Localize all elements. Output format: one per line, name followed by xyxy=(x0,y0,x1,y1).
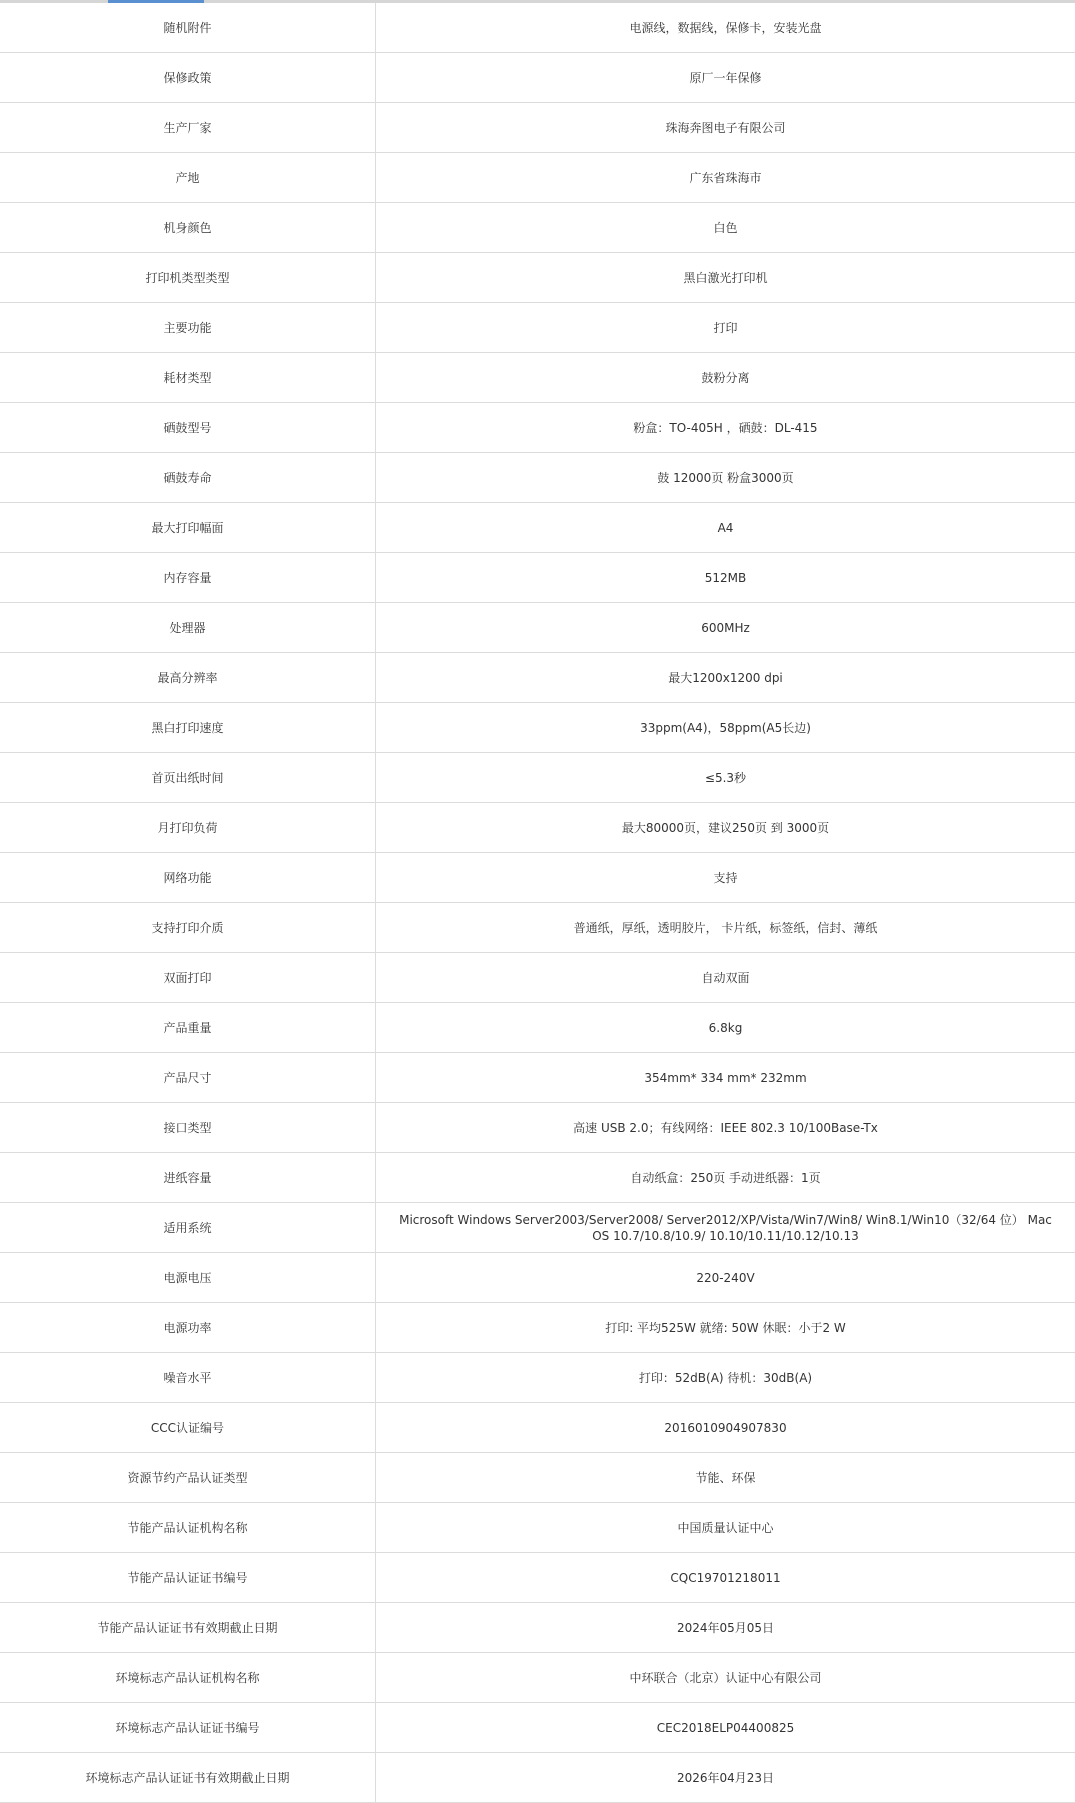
spec-value: 2026年04月23日 xyxy=(376,1753,1075,1803)
spec-row xyxy=(0,803,1075,853)
spec-row xyxy=(0,1003,1075,1053)
spec-row xyxy=(0,203,1075,253)
spec-label: 电源电压 xyxy=(0,1253,376,1303)
spec-row xyxy=(0,703,1075,753)
spec-row xyxy=(0,1103,1075,1153)
spec-value: 自动纸盒：250页 手动进纸器：1页 xyxy=(376,1153,1075,1203)
spec-value: CEC2018ELP04400825 xyxy=(376,1703,1075,1753)
spec-row xyxy=(0,1603,1075,1653)
spec-row xyxy=(0,1553,1075,1603)
spec-value: 最大1200x1200 dpi xyxy=(376,653,1075,703)
spec-label: 打印机类型类型 xyxy=(0,253,376,303)
spec-row xyxy=(0,403,1075,453)
spec-row xyxy=(0,103,1075,153)
spec-row xyxy=(0,853,1075,903)
spec-value: A4 xyxy=(376,503,1075,553)
spec-value: 中国质量认证中心 xyxy=(376,1503,1075,1553)
spec-row xyxy=(0,1203,1075,1253)
spec-label: 产品重量 xyxy=(0,1003,376,1053)
spec-value: 打印 xyxy=(376,303,1075,353)
spec-label: 电源功率 xyxy=(0,1303,376,1353)
spec-row xyxy=(0,1403,1075,1453)
spec-label: 产品尺寸 xyxy=(0,1053,376,1103)
spec-label: 网络功能 xyxy=(0,853,376,903)
spec-value: 220-240V xyxy=(376,1253,1075,1303)
spec-label: 硒鼓寿命 xyxy=(0,453,376,503)
spec-value: 电源线，数据线，保修卡，安装光盘 xyxy=(376,3,1075,53)
spec-label: 月打印负荷 xyxy=(0,803,376,853)
spec-value: 节能、环保 xyxy=(376,1453,1075,1503)
spec-value: 珠海奔图电子有限公司 xyxy=(376,103,1075,153)
spec-row xyxy=(0,1153,1075,1203)
spec-label: 资源节约产品认证类型 xyxy=(0,1453,376,1503)
spec-label: 处理器 xyxy=(0,603,376,653)
spec-value: 原厂一年保修 xyxy=(376,53,1075,103)
spec-label: 最高分辨率 xyxy=(0,653,376,703)
spec-label: 主要功能 xyxy=(0,303,376,353)
spec-row xyxy=(0,1703,1075,1753)
spec-row xyxy=(0,253,1075,303)
spec-label: 环境标志产品认证证书有效期截止日期 xyxy=(0,1753,376,1803)
spec-label: 黑白打印速度 xyxy=(0,703,376,753)
spec-value: 最大80000页，建议250页 到 3000页 xyxy=(376,803,1075,853)
spec-row xyxy=(0,353,1075,403)
spec-label: CCC认证编号 xyxy=(0,1403,376,1453)
spec-row xyxy=(0,1353,1075,1403)
spec-value: 2016010904907830 xyxy=(376,1403,1075,1453)
spec-row xyxy=(0,953,1075,1003)
spec-row xyxy=(0,153,1075,203)
spec-table xyxy=(0,3,1075,1803)
spec-value: 广东省珠海市 xyxy=(376,153,1075,203)
spec-label: 节能产品认证机构名称 xyxy=(0,1503,376,1553)
spec-value: 粉盒：TO-405H ，硒鼓：DL-415 xyxy=(376,403,1075,453)
spec-value: 354mm* 334 mm* 232mm xyxy=(376,1053,1075,1103)
spec-value: 高速 USB 2.0；有线网络：IEEE 802.3 10/100Base-Tx xyxy=(376,1103,1075,1153)
spec-value: 33ppm(A4)，58ppm(A5长边) xyxy=(376,703,1075,753)
spec-label: 内存容量 xyxy=(0,553,376,603)
spec-label: 硒鼓型号 xyxy=(0,403,376,453)
spec-row xyxy=(0,553,1075,603)
spec-row xyxy=(0,1453,1075,1503)
spec-label: 接口类型 xyxy=(0,1103,376,1153)
spec-row xyxy=(0,653,1075,703)
spec-label: 进纸容量 xyxy=(0,1153,376,1203)
spec-row xyxy=(0,453,1075,503)
spec-label: 产地 xyxy=(0,153,376,203)
spec-label: 噪音水平 xyxy=(0,1353,376,1403)
spec-value: Microsoft Windows Server2003/Server2008/ Server2012/XP/Vista/Win7/Win8/ Win8.1/Win10（32/64 位） Mac OS 10.7/10.8/10.9/ 10.10/10.11/10.12/10.13 xyxy=(376,1203,1075,1253)
spec-label: 随机附件 xyxy=(0,3,376,53)
spec-value: 黑白激光打印机 xyxy=(376,253,1075,303)
spec-row xyxy=(0,603,1075,653)
spec-value: 中环联合（北京）认证中心有限公司 xyxy=(376,1653,1075,1703)
spec-label: 耗材类型 xyxy=(0,353,376,403)
spec-value: 512MB xyxy=(376,553,1075,603)
spec-row xyxy=(0,3,1075,53)
spec-row xyxy=(0,903,1075,953)
spec-value: CQC19701218011 xyxy=(376,1553,1075,1603)
spec-value: 支持 xyxy=(376,853,1075,903)
spec-label: 环境标志产品认证机构名称 xyxy=(0,1653,376,1703)
spec-row xyxy=(0,1303,1075,1353)
spec-label: 最大打印幅面 xyxy=(0,503,376,553)
spec-label: 双面打印 xyxy=(0,953,376,1003)
spec-label: 节能产品认证证书编号 xyxy=(0,1553,376,1603)
spec-row xyxy=(0,1053,1075,1103)
spec-value: 自动双面 xyxy=(376,953,1075,1003)
spec-value: ≤5.3秒 xyxy=(376,753,1075,803)
spec-label: 保修政策 xyxy=(0,53,376,103)
spec-row xyxy=(0,753,1075,803)
spec-value: 2024年05月05日 xyxy=(376,1603,1075,1653)
spec-label: 环境标志产品认证证书编号 xyxy=(0,1703,376,1753)
spec-label: 支持打印介质 xyxy=(0,903,376,953)
spec-row xyxy=(0,503,1075,553)
spec-value: 白色 xyxy=(376,203,1075,253)
spec-value: 6.8kg xyxy=(376,1003,1075,1053)
spec-label: 机身颜色 xyxy=(0,203,376,253)
spec-value: 鼓 12000页 粉盒3000页 xyxy=(376,453,1075,503)
spec-label: 生产厂家 xyxy=(0,103,376,153)
spec-row xyxy=(0,1653,1075,1703)
spec-value: 打印：52dB(A) 待机：30dB(A) xyxy=(376,1353,1075,1403)
spec-value: 鼓粉分离 xyxy=(376,353,1075,403)
spec-table-body xyxy=(0,3,1075,1803)
spec-row xyxy=(0,1503,1075,1553)
spec-label: 节能产品认证证书有效期截止日期 xyxy=(0,1603,376,1653)
spec-value: 打印: 平均525W 就绪: 50W 休眠：小于2 W xyxy=(376,1303,1075,1353)
spec-row xyxy=(0,303,1075,353)
spec-value: 600MHz xyxy=(376,603,1075,653)
spec-value: 普通纸，厚纸，透明胶片， 卡片纸，标签纸，信封、薄纸 xyxy=(376,903,1075,953)
spec-row xyxy=(0,1753,1075,1803)
spec-row xyxy=(0,1253,1075,1303)
spec-label: 首页出纸时间 xyxy=(0,753,376,803)
spec-label: 适用系统 xyxy=(0,1203,376,1253)
spec-row xyxy=(0,53,1075,103)
